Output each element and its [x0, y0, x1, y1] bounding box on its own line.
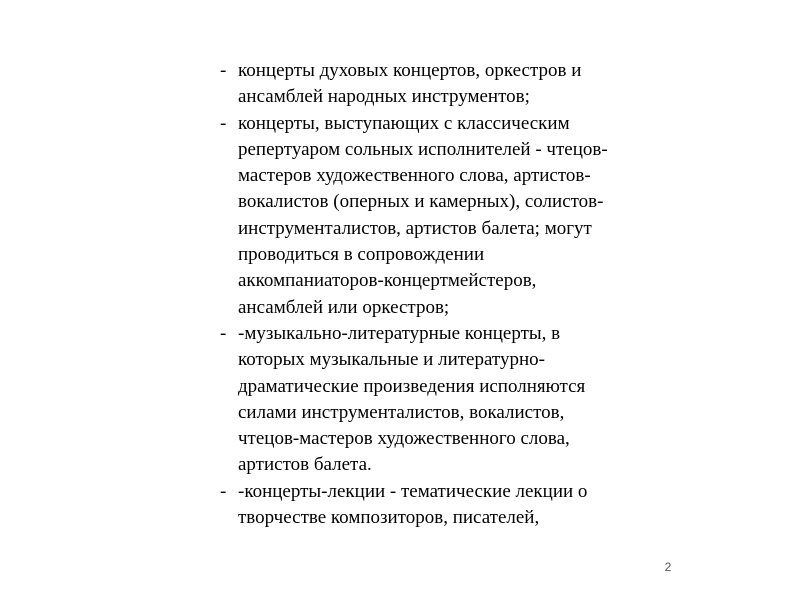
bullet-item	[214, 111, 684, 321]
text-line: концерты духовых концертов, оркестров и	[238, 60, 582, 81]
bullet-dash: -	[220, 60, 227, 81]
text-line: ансамблей или оркестров;	[238, 296, 450, 318]
text-line: концерты, выступающих с классическим	[238, 112, 570, 134]
text-line: драматические произведения исполняются	[238, 375, 586, 397]
text-line: аккомпаниаторов-концертмейстеров,	[238, 270, 537, 292]
text-line: творчестве композиторов, писателей,	[238, 507, 540, 529]
text-line: которых музыкальные и литературно-	[238, 349, 545, 371]
bullet-dash: -	[220, 112, 227, 134]
bullet-dash: -	[220, 322, 227, 344]
bullet-item	[214, 58, 684, 111]
text-line: репертуаром сольных исполнителей - чтецов-	[238, 138, 608, 160]
text-line: силами инструменталистов, вокалистов,	[238, 401, 565, 423]
text-line: чтецов-мастеров художественного слова,	[238, 428, 570, 450]
text-line: вокалистов (оперных и камерных), солистов-	[238, 191, 604, 213]
bullet-item	[214, 321, 684, 479]
bullet-dash: -	[220, 480, 227, 502]
text-line: артистов балета.	[238, 454, 372, 476]
text-line: -музыкально-литературные концерты, в	[238, 322, 561, 344]
bullet-item	[214, 479, 684, 532]
bullet-list	[214, 58, 684, 531]
text-line: проводиться в сопровождении	[238, 244, 485, 266]
text-line: -концерты-лекции - тематические лекции о	[238, 480, 588, 502]
text-line: инструменталистов, артистов балета; могут	[238, 217, 592, 239]
text-line: ансамблей народных инструментов;	[238, 86, 530, 108]
page-number: 2	[664, 560, 672, 574]
text-line: мастеров художественного слова, артистов-	[238, 165, 591, 187]
